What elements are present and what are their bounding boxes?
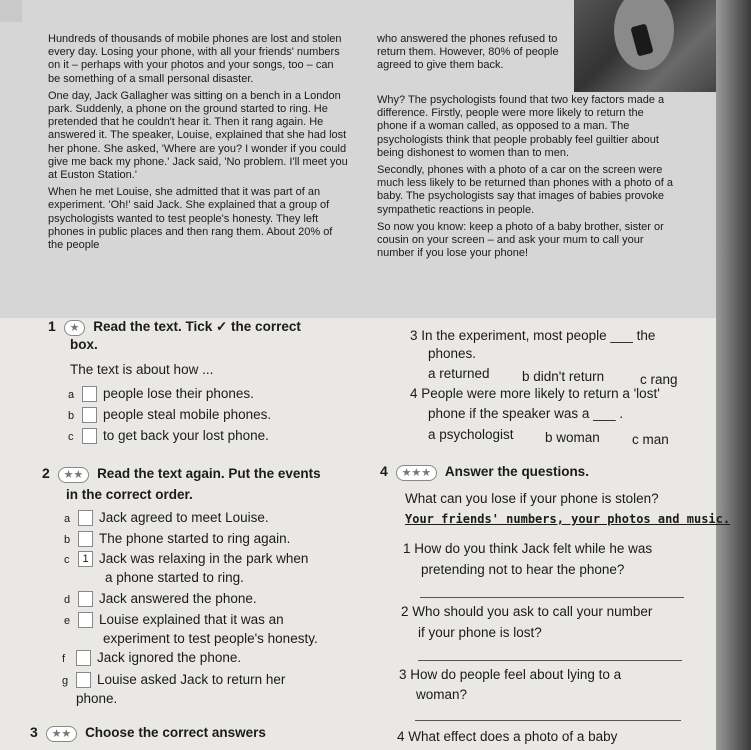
order-box-c[interactable]: 1 bbox=[78, 551, 93, 567]
ex3-q4-option-a[interactable]: a psychologist bbox=[428, 427, 514, 442]
question-2: 2 Who should you ask to call your number bbox=[401, 604, 653, 619]
checkbox-b[interactable] bbox=[82, 407, 97, 423]
example-question: What can you lose if your phone is stolen? bbox=[405, 491, 659, 506]
event-e: e Louise explained that it was an bbox=[64, 612, 284, 627]
event-b: b The phone started to ring again. bbox=[64, 531, 291, 546]
difficulty-stars: ★★ bbox=[58, 467, 90, 483]
page-edge-shadow bbox=[716, 0, 751, 750]
reading-column-2 bbox=[377, 94, 677, 264]
exercise-title: Read the text again. Put the events bbox=[97, 466, 321, 481]
event-a: a Jack agreed to meet Louise. bbox=[64, 510, 269, 525]
checkbox-a[interactable] bbox=[82, 386, 97, 402]
ex3-q4-option-b[interactable]: b woman bbox=[545, 430, 600, 445]
answer-line-3[interactable] bbox=[415, 720, 681, 721]
exercise-title: Read the text. Tick ✓ the correct bbox=[93, 319, 301, 334]
option-c: c to get back your lost phone. bbox=[68, 428, 269, 443]
paragraph: Hundreds of thousands of mobile phones are lost and stolen every day. Losing your phone, with all your friends' numbers on it – perhaps with your photos and your songs, too – can be something of a small personal disaster. bbox=[48, 33, 342, 85]
event-c-cont: a phone started to ring. bbox=[105, 570, 244, 585]
paragraph: Secondly, phones with a photo of a car on the screen were much less likely to be returned than phones with a photo of a baby. The psychologists say that images of babies provoke sympathetic reactions in people. bbox=[377, 164, 673, 216]
difficulty-stars: ★★ bbox=[46, 726, 78, 742]
ex3-q3-option-a[interactable]: a returned bbox=[428, 366, 490, 381]
answer-line-2[interactable] bbox=[418, 660, 682, 661]
question-1-cont: pretending not to hear the phone? bbox=[421, 562, 625, 577]
question-2-cont: if your phone is lost? bbox=[418, 625, 542, 640]
ex3-question-3: 3 In the experiment, most people ___ the bbox=[410, 328, 656, 343]
question-3-cont: woman? bbox=[416, 687, 468, 702]
paragraph: who answered the phones refused to return them. However, 80% of people agreed to give them back. bbox=[377, 33, 559, 72]
exercise-1-header bbox=[48, 318, 301, 336]
paragraph: One day, Jack Gallagher was sitting on a bench in a London park. Suddenly, a phone on the ground started to ring. He pretended that he couldn't hear it. Then it rang again. He answered it. The speaker, Louise, explained that she had lost her phone. She asked, 'Where are you? I wonder if you could give me back my phone.' Jack said, 'No problem. I'll meet you at Euston Station.' bbox=[48, 89, 348, 182]
event-d: d Jack answered the phone. bbox=[64, 591, 257, 606]
paragraph: Why? The psychologists found that two key factors made a difference. Firstly, people were more likely to return the phone if a woman called, as opposed to a man. The psychologists think that people probably feel guiltier about being dishonest to women than to men. bbox=[377, 94, 665, 159]
checkbox-c[interactable] bbox=[82, 428, 97, 444]
exercise-number: 1 bbox=[48, 318, 56, 334]
question-3: 3 How do people feel about lying to a bbox=[399, 667, 622, 682]
paragraph: When he met Louise, she admitted that it was part of an experiment. 'Oh!' said Jack. She explained that a group of psychologists wanted to test people's honesty. They left phones in public places and then rang them. About 20% of the people bbox=[48, 186, 333, 252]
question-1: 1 How do you think Jack felt while he was bbox=[403, 541, 653, 556]
exercise-title: Choose the correct answers bbox=[85, 725, 266, 740]
event-f: f Jack ignored the phone. bbox=[62, 650, 242, 665]
event-e-cont: experiment to test people's honesty. bbox=[103, 631, 318, 646]
question-stem: The text is about how ... bbox=[70, 362, 214, 377]
exercise-title-cont: box. bbox=[70, 337, 98, 352]
ex3-q3-option-c[interactable]: c rang bbox=[640, 372, 678, 387]
difficulty-stars: ★★★ bbox=[396, 465, 438, 481]
ex3-question-4-cont: phone if the speaker was a ___ . bbox=[428, 406, 624, 421]
difficulty-stars: ★ bbox=[64, 320, 86, 336]
reading-column-2-top bbox=[377, 33, 567, 77]
event-g: g Louise asked Jack to return her bbox=[62, 672, 286, 687]
option-b: b people steal mobile phones. bbox=[68, 407, 272, 422]
exercise-number: 4 bbox=[380, 463, 388, 479]
exercise-4-header bbox=[380, 463, 589, 481]
ex3-q3-option-b[interactable]: b didn't return bbox=[522, 369, 605, 384]
ex3-q4-option-c[interactable]: c man bbox=[632, 432, 669, 447]
order-box-f[interactable] bbox=[76, 650, 91, 666]
exercise-number: 2 bbox=[42, 465, 50, 481]
option-a: a people lose their phones. bbox=[68, 386, 254, 401]
order-box-e[interactable] bbox=[78, 612, 93, 628]
question-4: 4 What effect does a photo of a baby bbox=[397, 729, 618, 744]
exercise-title-cont: in the correct order. bbox=[66, 487, 193, 502]
order-box-a[interactable] bbox=[78, 510, 93, 526]
event-c: c 1 Jack was relaxing in the park when bbox=[64, 551, 309, 566]
answer-line-1[interactable] bbox=[420, 597, 684, 598]
exercise-3-header bbox=[30, 724, 266, 742]
order-box-d[interactable] bbox=[78, 591, 93, 607]
order-box-g[interactable] bbox=[76, 672, 91, 688]
paragraph: So now you know: keep a photo of a baby brother, sister or cousin on your screen – and ask your mum to call your number if you lose your phone! bbox=[377, 220, 664, 260]
order-box-b[interactable] bbox=[78, 531, 93, 547]
event-g-cont: phone. bbox=[76, 691, 118, 706]
reading-column-1 bbox=[48, 33, 348, 256]
page-corner bbox=[0, 0, 22, 22]
exercise-title: Answer the questions. bbox=[444, 464, 589, 479]
example-answer: Your friends' numbers, your photos and music. bbox=[405, 512, 731, 526]
ex3-question-3-cont: phones. bbox=[428, 346, 477, 361]
exercise-2-header bbox=[42, 465, 321, 483]
exercise-number: 3 bbox=[30, 724, 38, 740]
photo-man-on-phone bbox=[574, 0, 716, 92]
ex3-question-4: 4 People were more likely to return a 'lost' bbox=[410, 386, 660, 401]
